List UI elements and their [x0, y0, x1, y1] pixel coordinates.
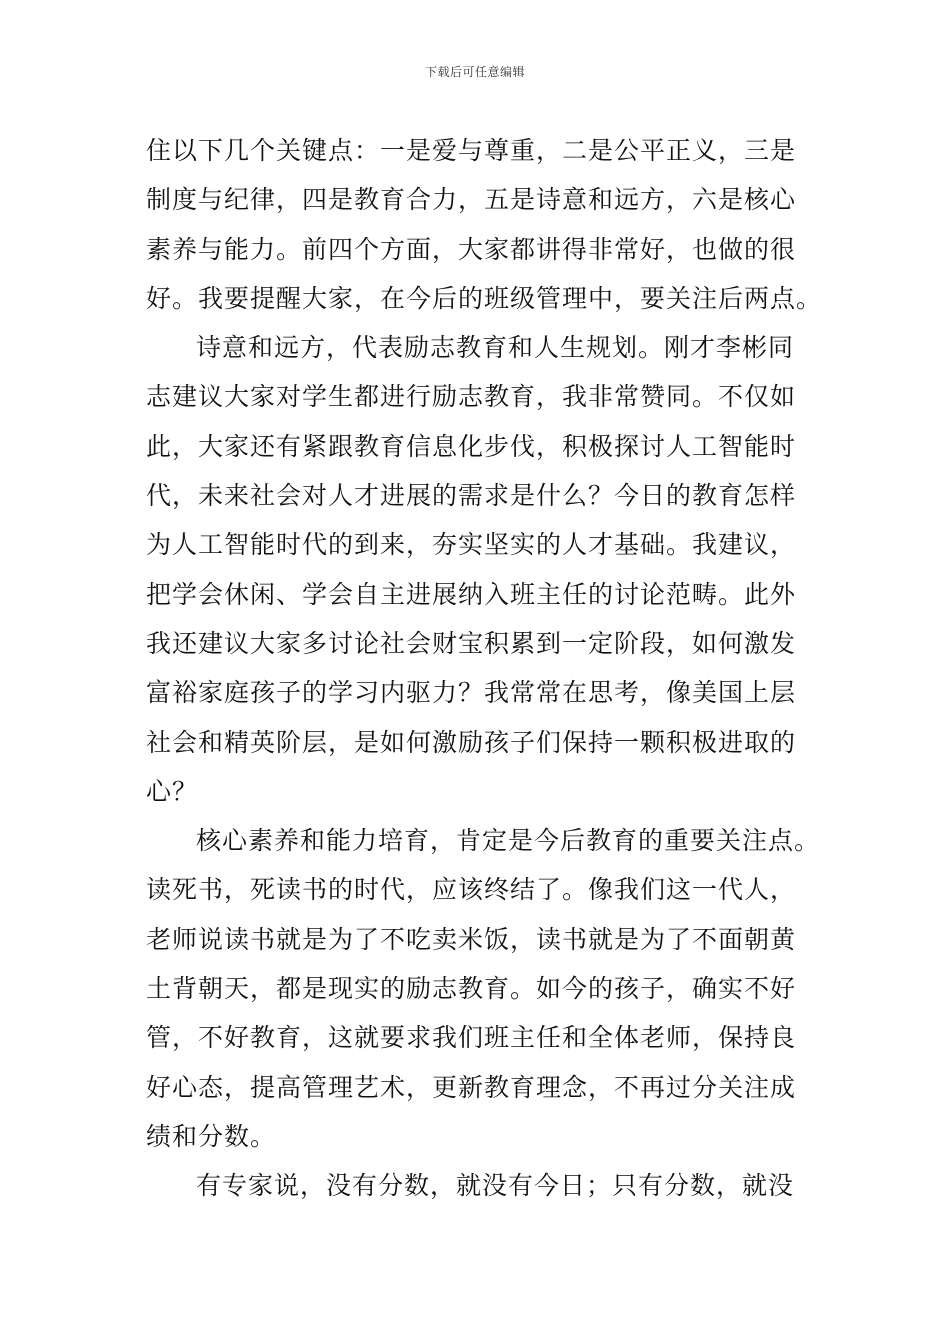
text-line: 我还建议大家多讨论社会财宝积累到一定阶段，如何激发 — [146, 628, 797, 658]
text-line: 绩和分数。 — [146, 1121, 277, 1151]
text-line: 心？ — [146, 776, 199, 806]
text-line: 此，大家还有紧跟教育信息化步伐，积极探讨人工智能时 — [146, 431, 797, 461]
text-line: 好。我要提醒大家，在今后的班级管理中，要关注后两点。 — [146, 283, 823, 313]
text-line: 管，不好教育，这就要求我们班主任和全体老师，保持良 — [146, 1023, 797, 1053]
text-line: 社会和精英阶层，是如何激励孩子们保持一颗积极进取的 — [146, 727, 797, 757]
text-line: 代，未来社会对人才进展的需求是什么？今日的教育怎样 — [146, 481, 797, 511]
text-line: 把学会休闲、学会自主进展纳入班主任的讨论范畴。此外 — [146, 579, 797, 609]
text-line: 读死书，死读书的时代，应该终结了。像我们这一代人， — [146, 875, 797, 905]
text-line: 富裕家庭孩子的学习内驱力？我常常在思考，像美国上层 — [146, 678, 797, 708]
text-line: 为人工智能时代的到来，夯实坚实的人才基础。我建议， — [146, 530, 797, 560]
text-line: 好心态，提高管理艺术，更新教育理念，不再过分关注成 — [146, 1072, 797, 1102]
paragraph-start-line: 有专家说，没有分数，就没有今日；只有分数，就没 — [196, 1171, 795, 1201]
text-line: 制度与纪律，四是教育合力，五是诗意和远方，六是核心 — [146, 185, 797, 215]
text-line: 住以下几个关键点：一是爱与尊重，二是公平正义，三是 — [146, 136, 797, 165]
page-header: 下载后可任意编辑 — [424, 65, 525, 79]
document-body — [146, 126, 823, 1211]
text-line: 素养与能力。前四个方面，大家都讲得非常好，也做的很 — [146, 234, 797, 264]
text-line: 志建议大家对学生都进行励志教育，我非常赞同。不仅如 — [146, 382, 797, 412]
paragraph-start-line: 诗意和远方，代表励志教育和人生规划。刚才李彬同 — [196, 333, 795, 363]
paragraph-start-line: 核心素养和能力培育，肯定是今后教育的重要关注点。 — [196, 826, 821, 856]
text-line: 老师说读书就是为了不吃卖米饭，读书就是为了不面朝黄 — [146, 924, 797, 954]
text-line: 土背朝天，都是现实的励志教育。如今的孩子，确实不好 — [146, 974, 797, 1004]
